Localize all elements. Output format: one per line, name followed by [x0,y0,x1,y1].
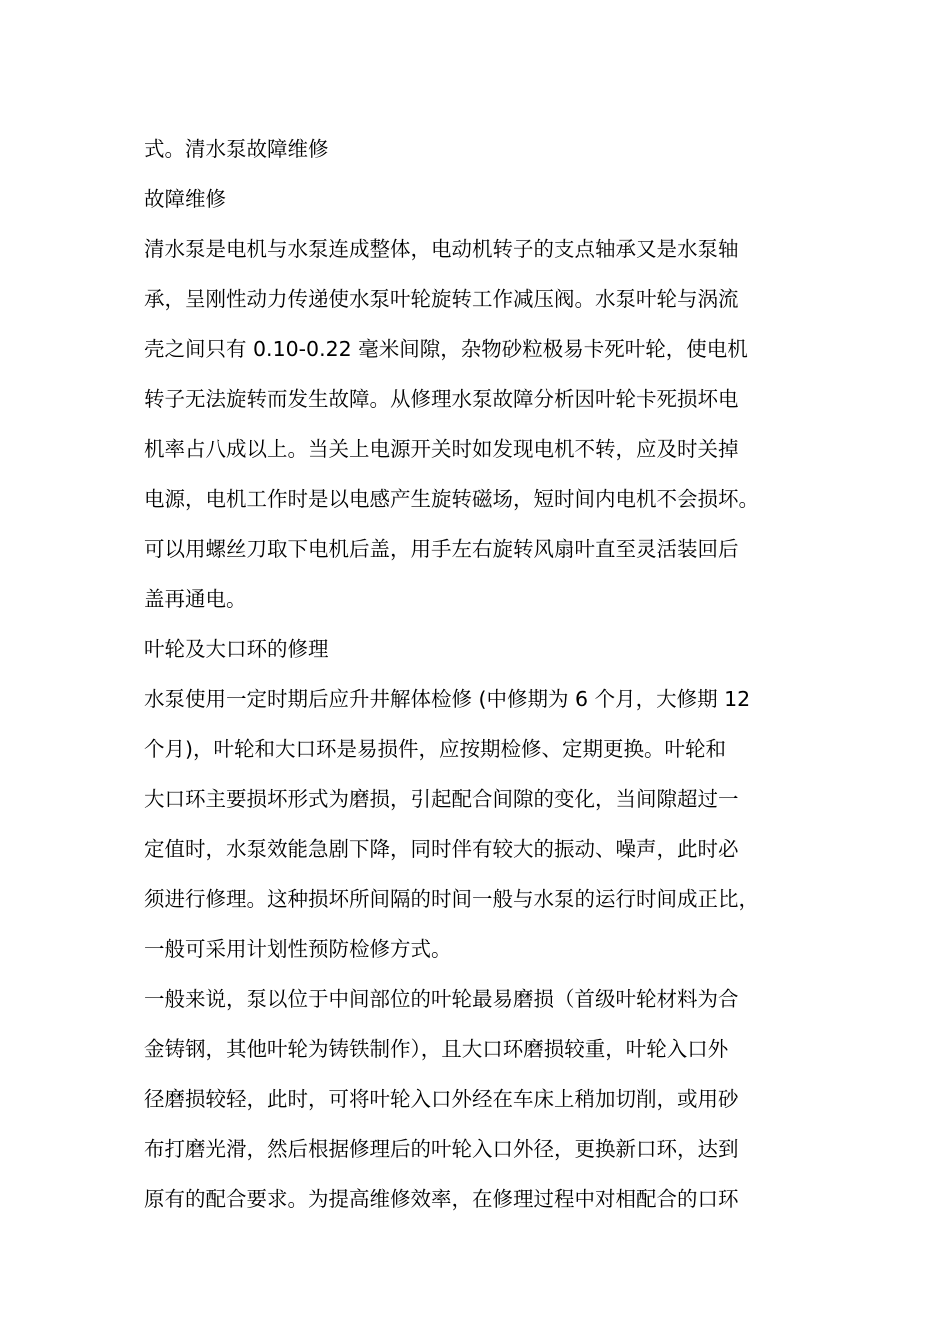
text-line: 壳之间只有 0.10-0.22 毫米间隙，杂物砂粒极易卡死叶轮，使电机 [144,337,748,361]
text-line: 一般可采用计划性预防检修方式。 [144,937,452,961]
section-heading: 故障维修 [144,187,226,211]
text-line: 定值时，水泵效能急剧下降，同时伴有较大的振动、噪声，此时必 [144,837,739,861]
text-line: 金铸钢，其他叶轮为铸铁制作），且大口环磨损较重，叶轮入口外 [144,1037,729,1061]
section-heading: 叶轮及大口环的修理 [144,637,329,661]
text-line: 水泵使用一定时期后应升井解体检修 (中修期为 6 个月，大修期 12 [144,687,751,711]
text-line: 一般来说，泵以位于中间部位的叶轮最易磨损（首级叶轮材料为合 [144,987,739,1011]
text-line: 须进行修理。这种损坏所间隔的时间一般与水泵的运行时间成正比， [144,887,759,911]
text-line: 可以用螺丝刀取下电机后盖，用手左右旋转风扇叶直至灵活装回后 [144,537,739,561]
text-line: 布打磨光滑，然后根据修理后的叶轮入口外径，更换新口环，达到 [144,1137,739,1161]
text-line: 盖再通电。 [144,587,247,611]
text-line: 式。清水泵故障维修 [144,137,329,161]
text-line: 转子无法旋转而发生故障。从修理水泵故障分析因叶轮卡死损坏电 [144,387,739,411]
text-line: 清水泵是电机与水泵连成整体，电动机转子的支点轴承又是水泵轴 [144,237,739,261]
text-line: 机率占八成以上。当关上电源开关时如发现电机不转，应及时关掉 [144,437,739,461]
text-line: 个月)，叶轮和大口环是易损件，应按期检修、定期更换。叶轮和 [144,737,726,761]
text-line: 承，呈刚性动力传递使水泵叶轮旋转工作减压阀。水泵叶轮与涡流 [144,287,739,311]
text-line: 径磨损较轻，此时，可将叶轮入口外经在车床上稍加切削，或用砂 [144,1087,739,1111]
text-line: 原有的配合要求。为提高维修效率，在修理过程中对相配合的口环 [144,1187,739,1211]
text-line: 大口环主要损坏形式为磨损，引起配合间隙的变化，当间隙超过一 [144,787,739,811]
text-line: 电源，电机工作时是以电感产生旋转磁场，短时间内电机不会损坏。 [144,487,759,511]
